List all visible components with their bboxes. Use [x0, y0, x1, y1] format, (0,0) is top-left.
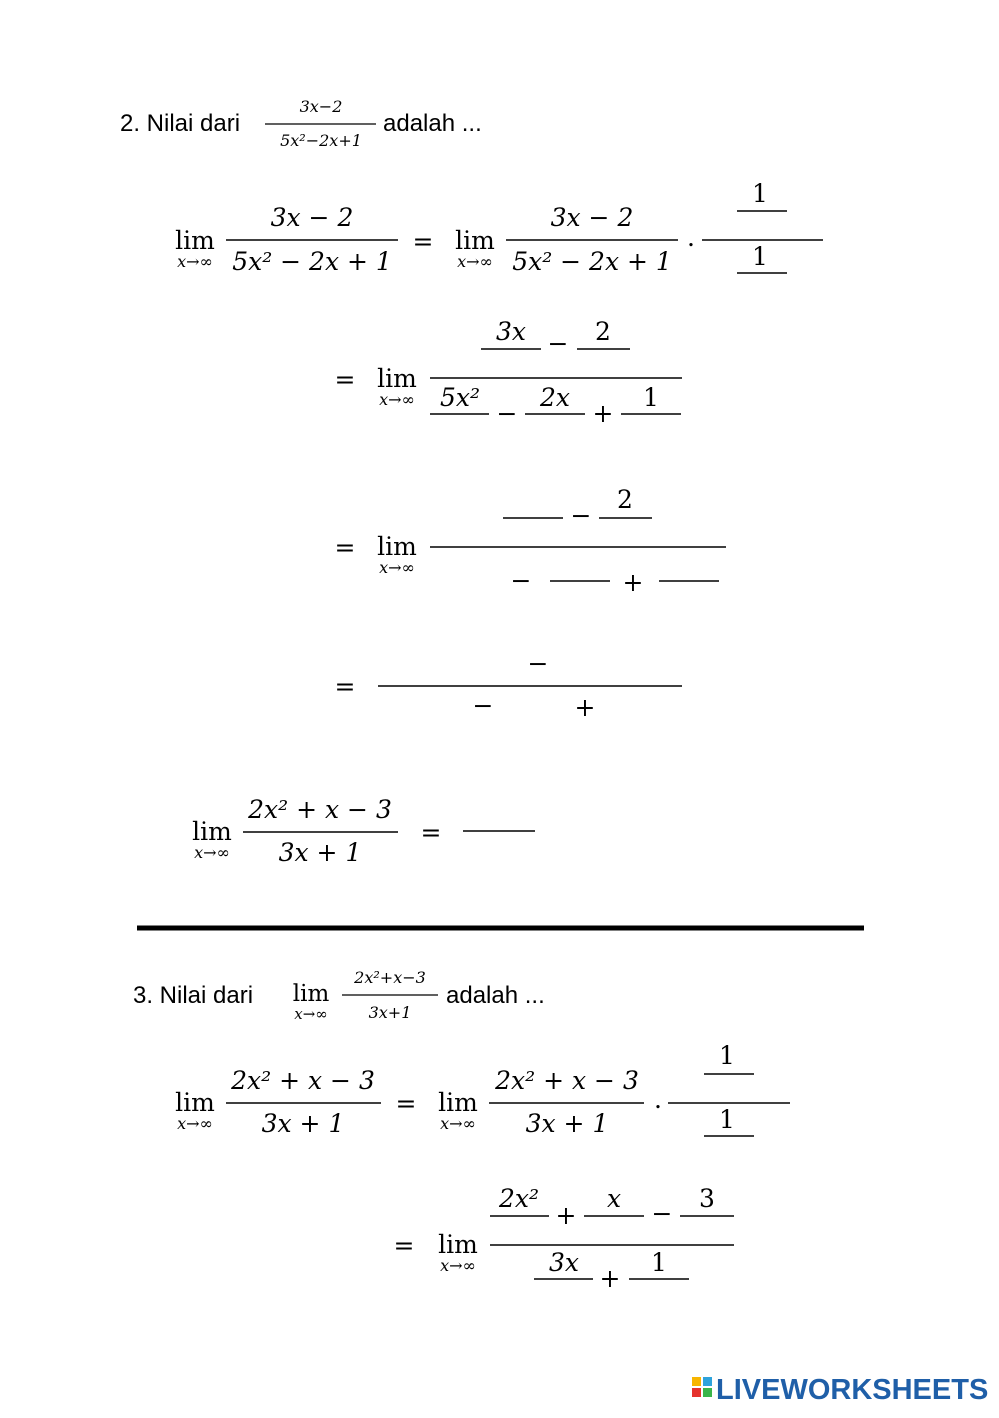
term-numerator: 1: [651, 1248, 667, 1277]
term-numerator: 2: [617, 485, 633, 514]
limit-operator: lim: [175, 1088, 215, 1117]
plus-sign: +: [555, 1201, 577, 1230]
denominator: 3x + 1: [278, 838, 362, 867]
liveworksheets-logo-icon: [692, 1377, 712, 1397]
numerator: 3x − 2: [270, 203, 354, 232]
limit-operator: lim: [175, 226, 215, 255]
answer-box[interactable]: [395, 693, 457, 721]
term-numerator: 1: [643, 383, 659, 412]
equals-sign: =: [334, 533, 356, 562]
brand-wordmark: LIVEWORKSHEETS: [716, 1374, 989, 1406]
numerator: 2x² + x − 3: [248, 795, 392, 824]
denominator: 5x² − 2x + 1: [512, 247, 672, 276]
limit-operator: lim: [377, 364, 417, 393]
plus-sign: +: [599, 1264, 621, 1293]
minus-sign: −: [510, 566, 532, 595]
answer-box[interactable]: [605, 693, 667, 721]
term-numerator: 3: [699, 1184, 715, 1213]
minus-sign: −: [651, 1199, 673, 1228]
unit-fraction-numerator: 1: [719, 1041, 735, 1070]
equals-sign: =: [334, 672, 356, 701]
problem-3-intro-prefix: 3. Nilai dari: [133, 982, 254, 1009]
limit-subscript: x→∞: [440, 1114, 476, 1133]
term-numerator: 2x: [539, 383, 571, 412]
problem-3: [133, 968, 790, 1293]
liveworksheets-logo: [692, 1374, 988, 1406]
problem-2-intro-suffix: adalah ...: [383, 110, 482, 137]
limit-subscript: x→∞: [379, 558, 415, 577]
plus-sign: +: [592, 399, 614, 428]
answer-box[interactable]: [460, 644, 522, 672]
minus-sign: −: [527, 649, 549, 678]
minus-sign: −: [570, 501, 592, 530]
numerator: 3x − 2: [550, 203, 634, 232]
limit-subscript: x→∞: [457, 252, 493, 271]
limit-subscript: x→∞: [379, 390, 415, 409]
equals-sign: =: [393, 1231, 415, 1260]
limit-subscript: x→∞: [294, 1005, 328, 1023]
problem-3-intro-numerator: 2x²+x−3: [354, 968, 426, 987]
problem-3-intro-suffix: adalah ...: [446, 982, 545, 1009]
term-numerator: 5x²: [439, 383, 481, 412]
limit-subscript: x→∞: [177, 1114, 213, 1133]
numerator: 2x² + x − 3: [495, 1066, 639, 1095]
limit-operator: lim: [455, 226, 495, 255]
term-numerator: 3x: [495, 317, 527, 346]
numerator: 2x² + x − 3: [231, 1066, 375, 1095]
unit-fraction-numerator: 1: [752, 179, 768, 208]
limit-subscript: x→∞: [177, 252, 213, 271]
denominator: 3x + 1: [525, 1109, 609, 1138]
limit-operator: lim: [192, 817, 232, 846]
unit-fraction-denominator: 1: [752, 242, 768, 271]
plus-sign: +: [574, 693, 596, 722]
limit-subscript: x→∞: [440, 1256, 476, 1275]
term-numerator: 2: [595, 317, 611, 346]
denominator: 5x² − 2x + 1: [232, 247, 392, 276]
minus-sign: −: [472, 691, 494, 720]
problem-2-intro-denominator: 5x²−2x+1: [280, 131, 362, 150]
limit-operator: lim: [438, 1088, 478, 1117]
unit-fraction-denominator: 1: [719, 1105, 735, 1134]
equals-sign: =: [334, 365, 356, 394]
equals-sign: =: [395, 1089, 417, 1118]
answer-box[interactable]: [555, 644, 617, 672]
term-numerator: 3x: [548, 1248, 580, 1277]
limit-subscript: x→∞: [194, 843, 230, 862]
problem-2: [120, 97, 823, 867]
problem-3-intro-denominator: 3x+1: [368, 1003, 412, 1022]
problem-2-intro-numerator: 3x−2: [299, 97, 343, 116]
equals-sign: =: [420, 818, 442, 847]
multiply-dot: .: [687, 223, 695, 252]
answer-box[interactable]: [500, 693, 562, 721]
denominator: 3x + 1: [261, 1109, 345, 1138]
problem-2-intro-prefix: 2. Nilai dari: [120, 110, 241, 137]
minus-sign: −: [547, 329, 569, 358]
limit-operator: lim: [438, 1230, 478, 1259]
multiply-dot: .: [654, 1085, 662, 1114]
limit-operator: lim: [292, 981, 330, 1007]
minus-sign: −: [496, 399, 518, 428]
term-numerator: 2x²: [498, 1184, 540, 1213]
equals-sign: =: [412, 227, 434, 256]
term-numerator: x: [606, 1184, 622, 1213]
plus-sign: +: [622, 568, 644, 597]
limit-operator: lim: [377, 532, 417, 561]
